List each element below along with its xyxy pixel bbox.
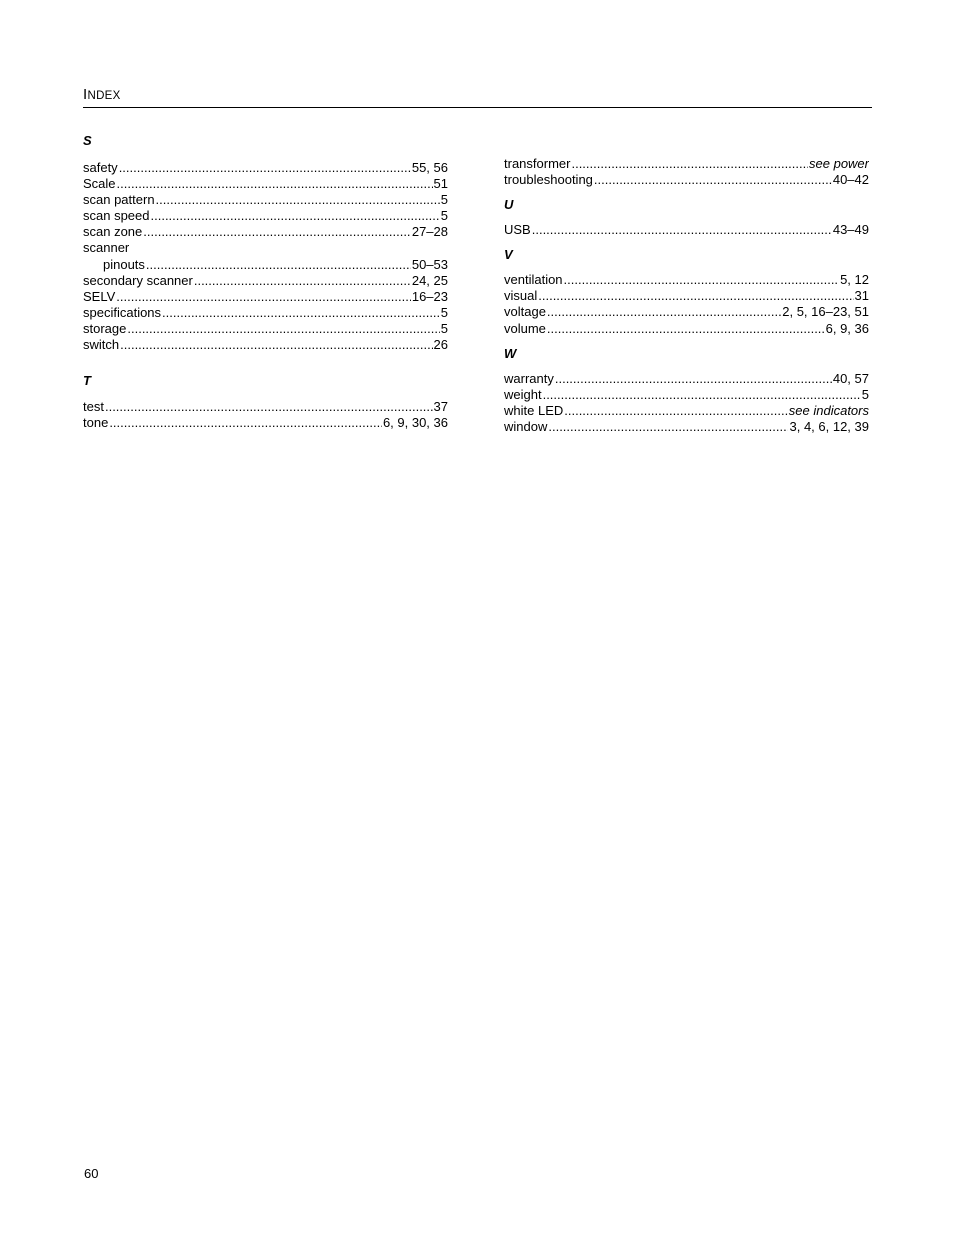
index-entry (83, 160, 448, 176)
index-entry (504, 222, 869, 238)
dot-leader (127, 321, 439, 337)
dot-leader (156, 192, 440, 208)
dot-leader (120, 337, 432, 353)
dot-leader (543, 387, 861, 403)
entry-term: ventilation (504, 272, 563, 288)
dot-leader (555, 371, 832, 387)
entry-pages: 37 (433, 399, 448, 415)
entry-term: storage (83, 320, 127, 336)
index-entry (504, 419, 869, 435)
header-title-rest: NDEX (87, 90, 121, 102)
index-column-right (504, 156, 869, 435)
entry-pages: 3, 4, 6, 12, 39 (789, 418, 869, 434)
section-gap (83, 353, 448, 373)
dot-leader (532, 222, 832, 238)
entry-term: weight (504, 386, 542, 402)
entry-pages: 5 (440, 208, 448, 224)
entry-term: window (504, 418, 548, 434)
entry-term: visual (504, 288, 538, 304)
entry-term: scan zone (83, 224, 143, 240)
index-subentry (83, 257, 448, 273)
section-letter-w: W (504, 345, 517, 361)
entry-pages: 5 (440, 320, 448, 336)
index-entry-heading (83, 240, 448, 256)
section-letter-s: S (83, 133, 92, 148)
dot-leader (109, 415, 382, 431)
entry-term: USB (504, 222, 531, 238)
index-entry (83, 192, 448, 208)
index-entry (504, 172, 869, 188)
page-number: 60 (84, 1166, 99, 1181)
entry-term: warranty (504, 370, 554, 386)
dot-leader (151, 208, 440, 224)
section-letter-t: T (83, 373, 91, 389)
section-letter-u: U (504, 197, 514, 213)
dot-leader (571, 156, 808, 172)
dot-leader (564, 272, 840, 288)
entry-pages: 40, 57 (832, 370, 869, 386)
dot-leader (146, 257, 411, 273)
entry-pages: 5, 12 (840, 272, 869, 288)
entry-term: safety (83, 160, 118, 175)
dot-leader (194, 273, 411, 289)
entry-term: secondary scanner (83, 272, 193, 288)
dot-leader (538, 288, 853, 304)
entry-pages: 27–28 (411, 224, 448, 240)
running-header (83, 86, 872, 108)
index-entry (504, 371, 869, 387)
index-entry (504, 272, 869, 288)
dot-leader (119, 160, 411, 176)
entry-pages: 16–23 (411, 288, 448, 304)
entry-pages: 2, 5, 16–23, 51 (782, 304, 869, 320)
entry-term: scanner (83, 240, 130, 256)
header-title-initial: I (83, 86, 88, 103)
dot-leader (143, 224, 411, 240)
entry-pages: 31 (854, 288, 869, 304)
entry-term: tone (83, 415, 109, 431)
index-entry (504, 321, 869, 337)
index-entry (504, 387, 869, 403)
index-entry (504, 156, 869, 172)
index-entry (83, 289, 448, 305)
entry-pages: 50–53 (411, 256, 448, 272)
dot-leader (564, 403, 788, 419)
index-entry (504, 403, 869, 419)
index-entry (83, 273, 448, 289)
entry-term: pinouts (103, 256, 145, 272)
section-letter-v: V (504, 247, 513, 263)
entry-pages: 55, 56 (411, 160, 448, 175)
index-entry (83, 176, 448, 192)
entry-term: SELV (83, 288, 116, 304)
entry-pages: 6, 9, 30, 36 (382, 415, 448, 431)
dot-leader (116, 289, 411, 305)
entry-pages: 51 (433, 176, 448, 192)
entry-term: scan speed (83, 208, 150, 224)
entry-pages: 5 (440, 304, 448, 320)
entry-pages: 24, 25 (411, 272, 448, 288)
entry-term: white LED (504, 402, 564, 418)
index-column-left (83, 133, 448, 431)
entry-pages: 5 (440, 192, 448, 208)
index-entry (83, 415, 448, 431)
entry-pages: 6, 9, 36 (825, 320, 869, 336)
entry-term: switch (83, 337, 120, 353)
index-entry (83, 208, 448, 224)
index-entry (504, 288, 869, 304)
entry-term: volume (504, 320, 546, 336)
entry-pages: 40–42 (832, 172, 869, 188)
entry-term: scan pattern (83, 192, 155, 208)
index-entry (83, 321, 448, 337)
dot-leader (548, 419, 788, 435)
entry-term: test (83, 399, 104, 415)
dot-leader (105, 399, 433, 415)
dot-leader (162, 305, 440, 321)
index-entry (83, 305, 448, 321)
entry-pages: 5 (861, 386, 869, 402)
index-entry (83, 224, 448, 240)
header-title (83, 86, 121, 103)
dot-leader (547, 304, 781, 320)
index-entry (504, 304, 869, 320)
entry-pages: 43–49 (832, 222, 869, 238)
entry-see-reference: see power (809, 156, 869, 171)
entry-see-reference: see indicators (788, 402, 869, 418)
entry-term: voltage (504, 304, 546, 320)
index-entry (83, 399, 448, 415)
index-entry (83, 337, 448, 353)
entry-term: transformer (504, 156, 571, 171)
entry-term: troubleshooting (504, 172, 593, 188)
dot-leader (547, 321, 825, 337)
entry-term: Scale (83, 176, 116, 192)
entry-term: specifications (83, 304, 162, 320)
dot-leader (594, 172, 832, 188)
dot-leader (117, 176, 433, 192)
entry-pages: 26 (433, 337, 448, 353)
